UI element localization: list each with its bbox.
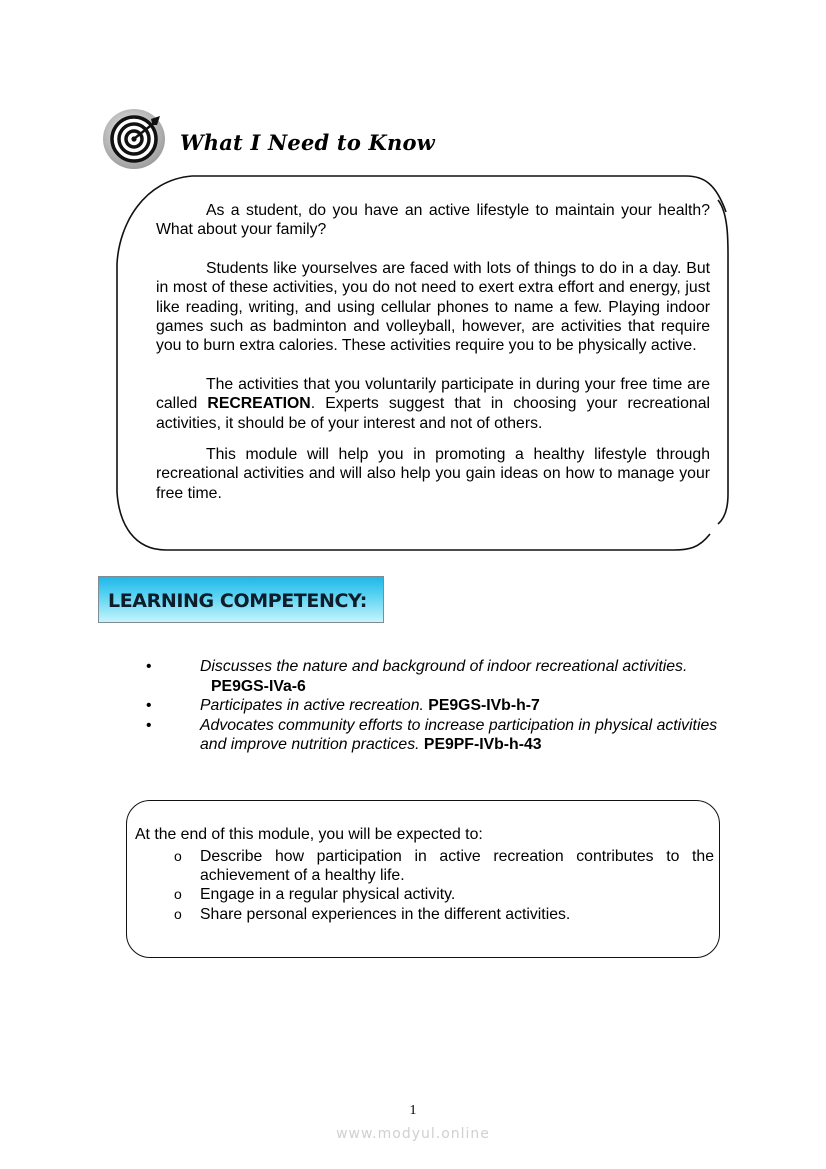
recreation-term: RECREATION <box>207 395 311 413</box>
target-icon <box>102 108 166 170</box>
competency-label: LEARNING COMPETENCY: <box>108 590 367 612</box>
objectives-intro: At the end of this module, you will be expected to: <box>135 826 483 843</box>
list-item <box>140 696 730 716</box>
circle-bullet: o <box>174 905 182 922</box>
list-item <box>174 905 714 924</box>
intro-paragraph-1: As a student, do you have an active lifestyle to maintain your health? What about your family? <box>156 202 710 239</box>
page-number: 1 <box>409 1103 417 1118</box>
intro-paragraph-recreation <box>156 375 710 433</box>
competency-list <box>140 657 730 755</box>
intro-paragraph-2: Students like yourselves are faced with lots of things to do in a day. But in most of these activities, you do not need to exert extra effort and energy, just like reading, writing, and using cellular phones to name a few. Playing indoor games such as badminton and volleyball, however, are activities that require you to burn extra calories. These activities require you to be physically active. <box>156 259 710 355</box>
circle-bullet: o <box>174 848 182 864</box>
bullet: • <box>146 658 152 675</box>
circle-bullet: o <box>174 886 182 903</box>
competency-code: PE9PF-IVb-h-43 <box>423 736 542 753</box>
section-title: What I Need to Know <box>180 130 435 155</box>
competency-description: Discusses the nature and background of indoor recreational activities. <box>200 658 688 675</box>
objective-text: Share personal experiences in the different activities. <box>200 905 571 923</box>
competency-description: Advocates community efforts to increase participation in physical activities and improve nutrition practices. <box>200 716 718 753</box>
objective-text: Describe how participation in active recreation contributes to the achievement of a healthy life. <box>200 848 714 885</box>
list-item <box>140 716 730 755</box>
competency-description: Participates in active recreation. <box>200 697 424 714</box>
bullet: • <box>146 697 152 714</box>
watermark: www.modyul.online <box>336 1126 490 1142</box>
competency-code: PE9GS-IVa-6 <box>211 677 306 695</box>
list-item <box>174 847 714 885</box>
intro-text <box>156 201 710 522</box>
list-item <box>140 657 730 696</box>
objectives-list <box>174 847 714 924</box>
objective-text: Engage in a regular physical activity. <box>200 886 456 904</box>
recreation-text-before: The activities that you voluntarily participate in during your free time are called <box>156 375 710 413</box>
list-item <box>174 885 714 904</box>
competency-code: PE9GS-IVb-h-7 <box>428 697 540 714</box>
intro-paragraph-4: This module will help you in promoting a healthy lifestyle through recreational activities and will also help you gain ideas on how to manage your free time. <box>156 446 710 502</box>
recreation-text-after: . Experts suggest that in choosing your recreational activities, it should be of your interest and not of others. <box>156 395 710 432</box>
bullet: • <box>146 716 152 734</box>
